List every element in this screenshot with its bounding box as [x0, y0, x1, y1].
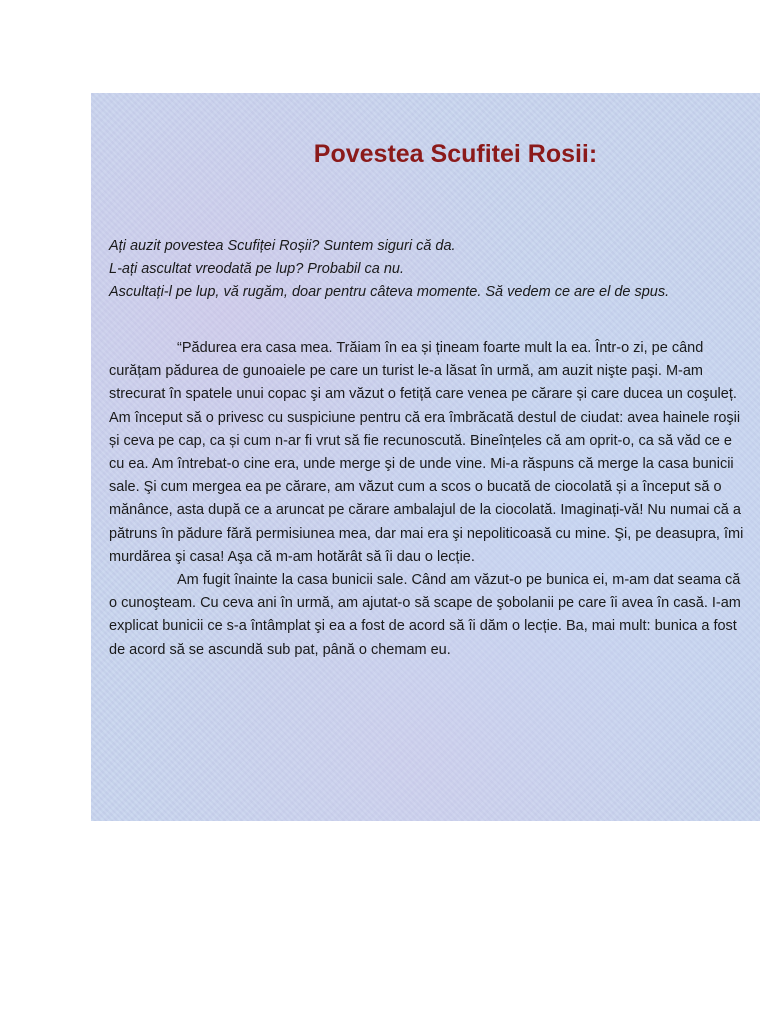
text-panel: [91, 93, 760, 821]
story-paragraph: “Pădurea era casa mea. Trăiam în ea și țineam foarte mult la ea. Într-o zi, pe când curățam pădurea de gunoaiele pe care un turist le-a lăsat în urmă, am auzit nişte paşi. M-am strecurat în spatele unui copac şi am văzut o fetiță care venea pe cărare și care ducea un coşuleț. Am început să o privesc cu suspiciune pentru că era îmbrăcată destul de ciudat: avea hainele roşii și ceva pe cap, ca și cum n-ar fi vrut să fie recunoscută. Bineînțeles că am oprit-o, ca să văd ce e cu ea. Am întrebat-o cine era, unde merge şi de unde vine. Mi-a răspuns că merge la casa bunicii sale. Şi cum mergea ea pe cărare, am văzut cum a scos o bucată de ciocolată și a început să o mănânce, asta după ce a aruncat pe cărare ambalajul de la ciocolată. Imaginați-vă! Nu numai că a pătruns în pădure fără permisiunea mea, dar mai era şi nepoliticoasă cu mine. Şi, pe deasupra, îmi murdărea şi casa! Aşa că m-am hotărât să îi dau o lecție.: [109, 340, 744, 565]
intro-line: Ascultați-l pe lup, vă rugăm, doar pentru câteva momente. Să vedem ce are el de spus.: [109, 284, 670, 300]
intro-line: L-ați ascultat vreodată pe lup? Probabil ca nu.: [109, 261, 405, 277]
intro-line: Ați auzit povestea Scufiței Roșii? Suntem siguri că da.: [109, 238, 456, 254]
intro-block: [109, 235, 749, 304]
story-paragraph: Am fugit înainte la casa bunicii sale. Când am văzut-o pe bunica ei, m-am dat seama că o cunoşteam. Cu ceva ani în urmă, am ajutat-o să scape de şobolanii pe care îi avea în casă. I-am explicat bunicii ce s-a întâmplat şi ea a fost de acord să îi dăm o lecție. Ba, mai mult: bunica a fost de acord să se ascundă sub pat, până o chemam eu.: [109, 572, 741, 658]
page-title: Povestea Scufitei Rosii:: [313, 140, 598, 168]
story-body: [109, 337, 749, 662]
